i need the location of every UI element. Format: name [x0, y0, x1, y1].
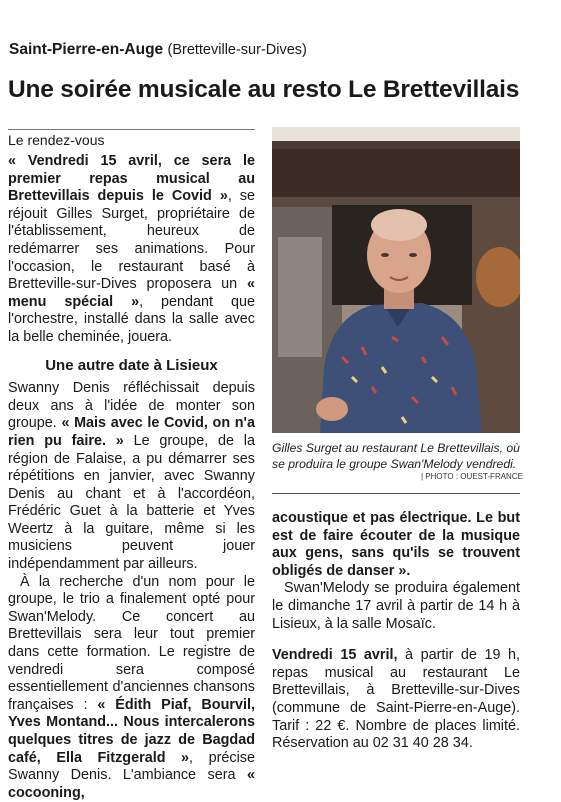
paragraph-name: [8, 574, 255, 802]
portrait-illustration: [272, 127, 520, 433]
subheading: Une autre date à Lisieux: [45, 356, 218, 374]
text-group-2: Le groupe, de la région de Falaise, a pu démarrer ses répétitions en janvier, avec Swanny Denis au chant et à l'accordéon, Frédéric Guet à la batterie et Yves Weertz à la guitare, même si les musiciens peuvent jouer indépendamment par ailleurs.: [8, 432, 256, 573]
text-name-2: , précise Swanny Denis. L'ambiance sera: [8, 749, 255, 784]
portrait-photo: [272, 127, 520, 433]
text-name-1: À la recherche d'un nom pour le groupe, le trio a finalement opté pour Swan'Melody. Ce concert au Brettevillais sera leur tout premier dans cette formation. Le registre de vendredi sera composé essentiellement d'anciennes chansons françaises :: [8, 573, 255, 713]
paragraph-practical-info: [272, 647, 520, 753]
event-details: à partir de 19 h, repas musical au restaurant Le Brettevillais, à Bretteville-sur-Dives (commune de Saint-Pierre-en-Auge). Tarif : 22 €. Nombre de places limité. Réservation au 02 31 40 28 34.: [272, 647, 521, 752]
headline: Une soirée musicale au resto Le Brettevillais: [8, 76, 520, 103]
paragraph-group: [8, 380, 255, 574]
paragraph-intro: [8, 153, 255, 347]
rubric-label: Le rendez-vous: [8, 129, 255, 148]
article-column-2: [272, 510, 520, 753]
article-column-1: [8, 153, 255, 802]
kicker: [9, 41, 307, 59]
kicker-town: Saint-Pierre-en-Auge: [9, 41, 164, 58]
photo-credit: | PHOTO : OUEST-FRANCE: [421, 472, 523, 481]
text-group-1: Swanny Denis réfléchissait depuis deux ans à l'idée de monter son groupe.: [8, 380, 255, 432]
kicker-subtitle: (Bretteville-sur-Dives): [167, 42, 307, 58]
quote-opening: « Vendredi 15 avril, ce sera le premier repas musical au Brettevillais depuis le Covid »: [8, 153, 255, 205]
quote-menu: « menu spécial »: [8, 276, 255, 310]
paragraph-quote-end: acoustique et pas électrique. Le but est de faire écouter de la musique aux gens, sans qu'ils se trouvent obligés de danser ».: [272, 510, 520, 579]
text-intro-1: , se réjouit Gilles Surget, propriétaire de l'établissement, heureux de redémarrer ses animations. Pour l'occasion, le restaurant basé à Bretteville-sur-Dives proposera un: [8, 188, 255, 293]
text-intro-2: , pendant que l'orchestre, installé dans la salle avec la belle cheminée, jouera.: [8, 293, 255, 345]
photo-caption: Gilles Surget au restaurant Le Brettevillais, où se produira le groupe Swan'Melody vendredi.: [272, 441, 520, 471]
divider: [272, 493, 520, 494]
quote-cocooning: « cocooning,: [8, 767, 255, 801]
paragraph-lisieux: Swan'Melody se produira également le dimanche 17 avril à partir de 14 h à Lisieux, à la salle Mosaïc.: [272, 580, 520, 632]
quote-repertoire: « Édith Piaf, Bourvil, Yves Montand... Nous intercalerons quelques titres de jazz de Bagdad café, Ella Fitzgerald »: [8, 696, 255, 766]
event-date: Vendredi 15 avril,: [272, 647, 398, 664]
quote-covid: « Mais avec le Covid, on n'a rien pu faire. »: [8, 415, 255, 449]
